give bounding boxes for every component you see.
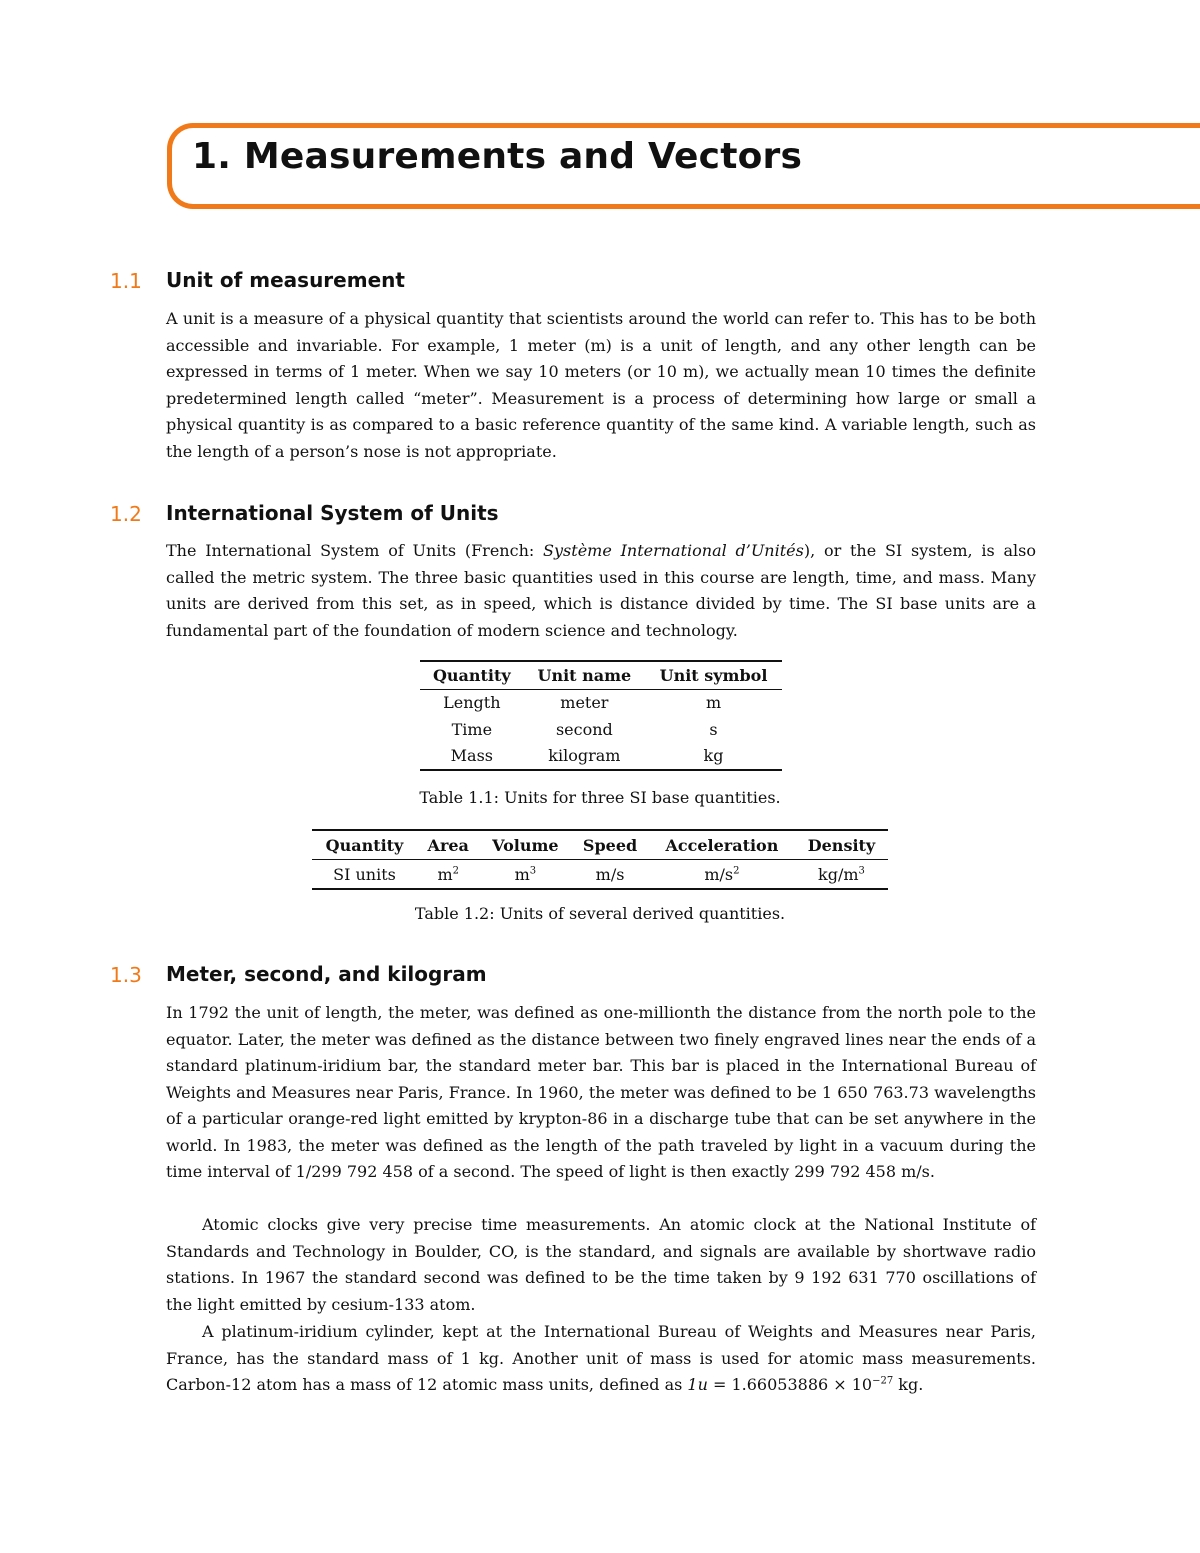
column-header: Quantity bbox=[325, 835, 404, 855]
paragraph: Atomic clocks give very precise time measurements. An atomic clock at the National Institute of Standards and Technology in Boulder, CO, is the standard, and signals are available by shortwave radio stations. In 1967 the standard second was defined to be the time taken by 9 192 631 770 oscillations of the light emitted by cesium-133 atom. bbox=[166, 1215, 1036, 1314]
column-header: Quantity bbox=[432, 665, 511, 685]
table-cell bbox=[649, 860, 795, 890]
table-cell: s bbox=[709, 719, 718, 739]
unit-base: m bbox=[514, 864, 530, 884]
table-cell bbox=[571, 860, 649, 890]
derived-units-table bbox=[312, 829, 888, 890]
table-cell: Time bbox=[451, 719, 493, 739]
table-cell: kilogram bbox=[548, 746, 621, 766]
table-caption: Table 1.1: Units for three SI base quantities. bbox=[419, 788, 781, 807]
section-title: Meter, second, and kilogram bbox=[166, 962, 487, 986]
unit-base: kg/m bbox=[818, 864, 859, 884]
table-cell: m bbox=[705, 693, 722, 713]
table-cell: kg bbox=[703, 746, 724, 766]
paragraph: A unit is a measure of a physical quantity that scientists around the world can refer to. This has to be both accessible and invariable. For example, 1 meter (m) is a unit of length, and any other length can be expressed in terms of 1 meter. When we say 10 meters (or 10 m), we actually mean 10 times the definite predetermined length called “meter”. Measurement is a process of determining how large or small a physical quantity is as compared to a basic reference quantity of the same kind. A variable length, such as the length of a person’s nose is not appropriate. bbox=[166, 309, 1036, 461]
table-header-row bbox=[312, 830, 888, 860]
section-number: 1.2 bbox=[110, 502, 142, 526]
table-cell: meter bbox=[560, 693, 609, 713]
unit-base: SI units bbox=[333, 864, 396, 884]
table-cell bbox=[417, 860, 479, 890]
unit-base: m bbox=[437, 864, 453, 884]
unit-exponent: 3 bbox=[529, 865, 537, 877]
table-row bbox=[420, 689, 782, 716]
unit-exponent: 3 bbox=[858, 865, 865, 877]
section-number: 1.3 bbox=[110, 963, 142, 987]
column-header: Acceleration bbox=[665, 835, 779, 855]
paragraph bbox=[166, 1319, 1036, 1399]
section-number: 1.1 bbox=[110, 269, 142, 293]
column-header: Unit symbol bbox=[659, 665, 768, 685]
column-header: Speed bbox=[582, 835, 638, 855]
table-header-row bbox=[420, 661, 782, 689]
table-cell: Length bbox=[443, 693, 501, 713]
french-term: Système International d’Unités bbox=[543, 541, 804, 560]
unit-exponent: 2 bbox=[452, 865, 459, 877]
table-cell bbox=[479, 860, 571, 890]
math-exponent: −27 bbox=[872, 1375, 894, 1387]
table-cell bbox=[795, 860, 888, 890]
paragraph-text: The International System of Units (French: bbox=[166, 541, 544, 560]
chapter-title: 1. Measurements and Vectors bbox=[192, 136, 803, 177]
column-header: Density bbox=[807, 835, 876, 855]
paragraph-text: kg. bbox=[893, 1375, 924, 1394]
section-title: Unit of measurement bbox=[166, 268, 405, 292]
paragraph bbox=[166, 538, 1036, 644]
paragraph-text: ), or the SI system, is also called the metric system. The three basic quantities used in this course are length, time, and mass. Many units are derived from this set, as in speed, which is distance divided by time. The SI base units are a fundamental part of the foundation of modern science and technology. bbox=[166, 541, 1037, 640]
table-row bbox=[420, 716, 782, 743]
table-cell bbox=[312, 860, 417, 890]
table-cell: second bbox=[555, 719, 613, 739]
math-expression: = 1.66053886 × 10 bbox=[707, 1375, 873, 1394]
column-header: Unit name bbox=[537, 665, 632, 685]
paragraph: In 1792 the unit of length, the meter, was defined as one-millionth the distance from the north pole to the equator. Later, the meter was defined as the distance between two finely engraved lines near the ends of a standard platinum-iridium bar, the standard meter bar. This bar is placed in the International Bureau of Weights and Measures near Paris, France. In 1960, the meter was defined to be 1 650 763.73 wavelengths of a particular orange-red light emitted by krypton-86 in a discharge tube that can be set anywhere in the world. In 1983, the meter was defined as the length of the path traveled by light in a vacuum during the time interval of 1/299 792 458 of a second. The speed of light is then exactly 299 792 458 m/s. bbox=[166, 1003, 1036, 1181]
table-row bbox=[420, 743, 782, 771]
unit-exponent: 2 bbox=[733, 865, 740, 877]
section-title: International System of Units bbox=[166, 501, 499, 525]
column-header: Area bbox=[427, 835, 469, 855]
column-header: Volume bbox=[492, 835, 559, 855]
si-base-units-table bbox=[420, 660, 782, 771]
math-expression: 1u bbox=[687, 1375, 708, 1394]
table-cell: Mass bbox=[450, 746, 493, 766]
paragraph-text: A platinum-iridium cylinder, kept at the International Bureau of Weights and Measures near Paris, France, has the standard mass of 1 kg. Another unit of mass is used for atomic mass measurements. Carbon-12 atom has a mass of 12 atomic mass units, defined as bbox=[166, 1322, 1036, 1394]
table-row bbox=[312, 860, 888, 890]
unit-base: m/s bbox=[595, 864, 625, 884]
unit-base: m/s bbox=[704, 864, 734, 884]
table-caption: Table 1.2: Units of several derived quantities. bbox=[414, 904, 786, 923]
